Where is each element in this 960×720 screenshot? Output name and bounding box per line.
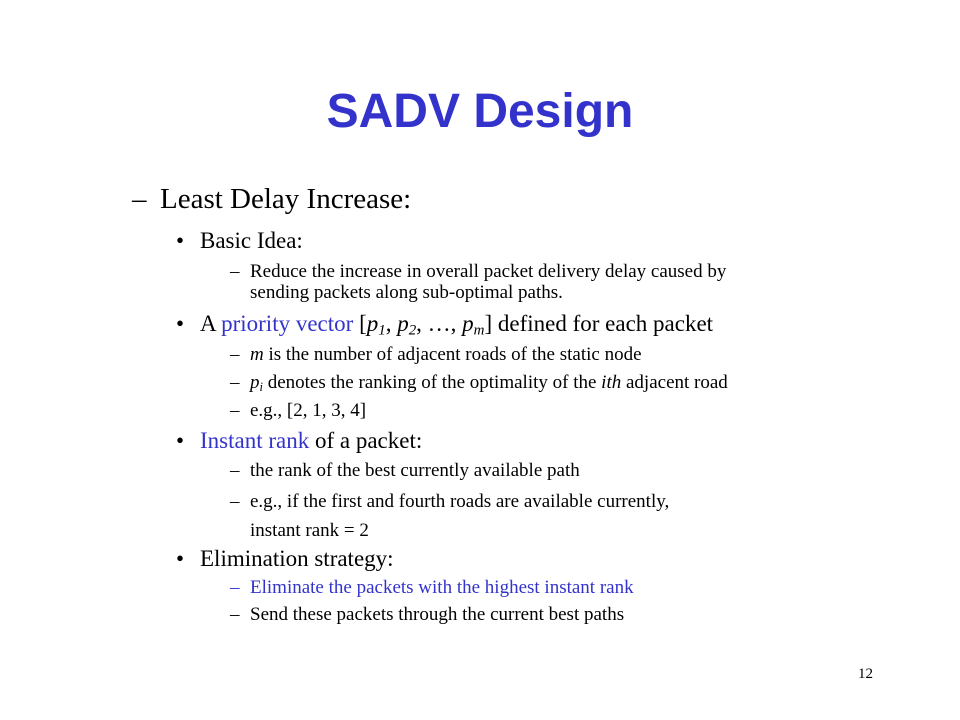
dash-marker: – [230,344,240,365]
separator-2: , …, [416,311,463,336]
sub-item-text: the rank of the best currently available path [250,460,580,481]
bullet-text: Elimination strategy: [200,546,394,571]
bullet-marker: • [176,311,185,336]
sub-item-text-line2: sending packets along sub-optimal paths. [250,282,563,303]
sub-item-text: e.g., if the first and fourth roads are available currently, [250,491,670,512]
dash-marker: – [230,372,240,393]
dash-marker: – [132,183,147,215]
m-var: m [250,344,264,365]
sub-item-text-line1: Reduce the increase in overall packet delivery delay caused by [250,261,727,282]
instant-rank-term: Instant rank [200,428,310,453]
sub-item-text: e.g., [2, 1, 3, 4] [250,400,367,421]
instant-rank-suffix: of a packet: [309,428,423,453]
prefix-text: A [200,311,222,336]
bracket-open: [ [353,311,367,336]
bullet-marker: • [176,546,185,571]
p-subscript-i: i [259,380,263,395]
sub-item-text: Send these packets through the current best paths [250,604,625,625]
p-var: p [366,311,379,336]
p-subscript-m: m [473,322,485,339]
bullet-text: Basic Idea: [200,228,303,253]
priority-vector-term: priority vector [221,311,354,336]
dash-marker: – [230,400,240,421]
sub-item-text [250,373,728,395]
slide-title: SADV Design [326,85,634,138]
sub-item-text [250,345,642,366]
bullet-text [200,311,713,339]
pi-text-1: denotes the ranking of the optimality of the [262,372,602,393]
p-subscript-1: 1 [378,322,386,339]
dash-marker: – [230,577,240,598]
bullet-marker: • [176,428,185,453]
ith-term: ith [601,372,622,393]
p-subscript-2: 2 [408,322,417,339]
dash-marker: – [230,604,240,625]
suffix-text: ] defined for each packet [484,311,714,336]
dash-marker: – [230,460,240,481]
separator-1: , [385,311,398,336]
p-var: p [250,372,260,393]
page-number: 12 [858,666,873,682]
level1-text: Least Delay Increase: [160,183,412,215]
dash-marker: – [230,261,240,282]
pi-text-2: adjacent road [621,372,728,393]
p-var: p [462,311,474,336]
bullet-text [200,428,422,453]
m-definition-text: is the number of adjacent roads of the static node [263,344,642,365]
p-var: p [397,311,409,336]
bullet-marker: • [176,228,185,253]
sub-item-continuation: instant rank = 2 [250,520,369,541]
dash-marker: – [230,491,240,512]
sub-item-text: Eliminate the packets with the highest instant rank [250,577,634,598]
